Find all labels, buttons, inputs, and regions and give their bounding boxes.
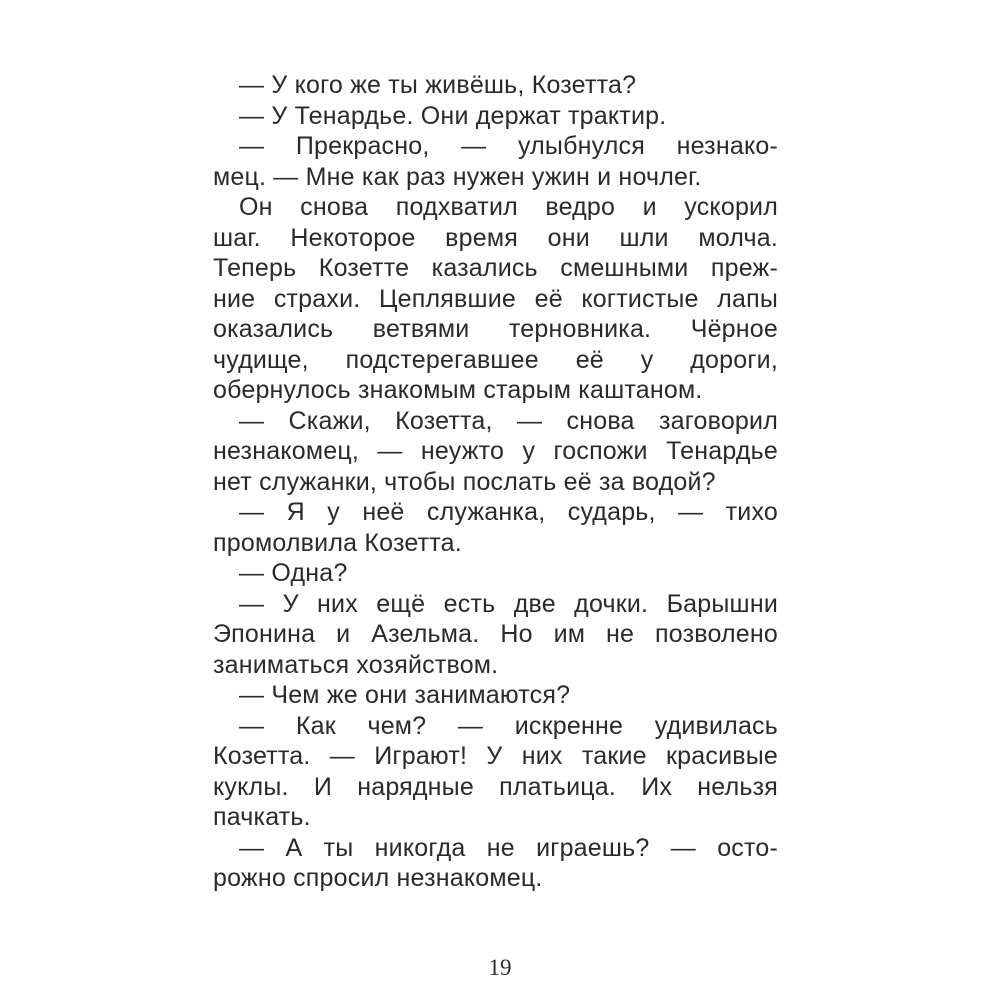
text-line: шаг. Некоторое время они шли молча. [213,223,778,252]
text-line: рожно спросил незнакомец. [213,864,543,892]
text-line: Козетта. — Играют! У них такие красивые [213,742,778,770]
text-line: — У них ещё есть две дочки. Барышни [239,589,778,618]
text-line: заниматься хозяйством. [213,650,499,679]
text-line: — Чем же они занимаются? [239,681,571,709]
text-line: Он снова подхватил ведро и ускорил [239,193,778,221]
text-line: нет служанки, чтобы послать её за водой? [213,467,716,496]
text-line: пачкать. [213,803,311,831]
text-line: Эпонина и Азельма. Но им не позволено [213,620,778,648]
text-line: — Одна? [239,559,348,587]
page-number: 19 [488,955,512,980]
text-line: — У Тенардье. Они держат трактир. [239,101,667,130]
text-line: — Как чем? — искренне удивилась [239,711,778,740]
text-line: — У кого же ты живёшь, Козетта? [239,71,637,99]
text-line: мец. — Мне как раз нужен ужин и ночлег. [213,162,702,191]
text-line: промолвила Козетта. [213,528,462,557]
text-line: чудище, подстерегавшее её у дороги, [213,345,778,374]
text-line: куклы. И нарядные платьица. Их нельзя [213,772,778,801]
text-line: оказались ветвями терновника. Чёрное [213,315,778,343]
text-line: Теперь Козетте казались смешными преж- [213,254,778,282]
text-line: — Прекрасно, — улыбнулся незнако- [239,132,778,160]
text-line: — Я у неё служанка, сударь, — тихо [239,498,778,526]
text-line: обернулось знакомым старым каштаном. [213,376,703,404]
text-line: — А ты никогда не играешь? — осто- [239,833,778,862]
text-line: незнакомец, — неужто у госпожи Тенардье [213,437,778,465]
text-line: — Скажи, Козетта, — снова заговорил [239,406,778,435]
body-text [213,70,778,894]
text-line: ние страхи. Цеплявшие её когтистые лапы [213,284,778,313]
